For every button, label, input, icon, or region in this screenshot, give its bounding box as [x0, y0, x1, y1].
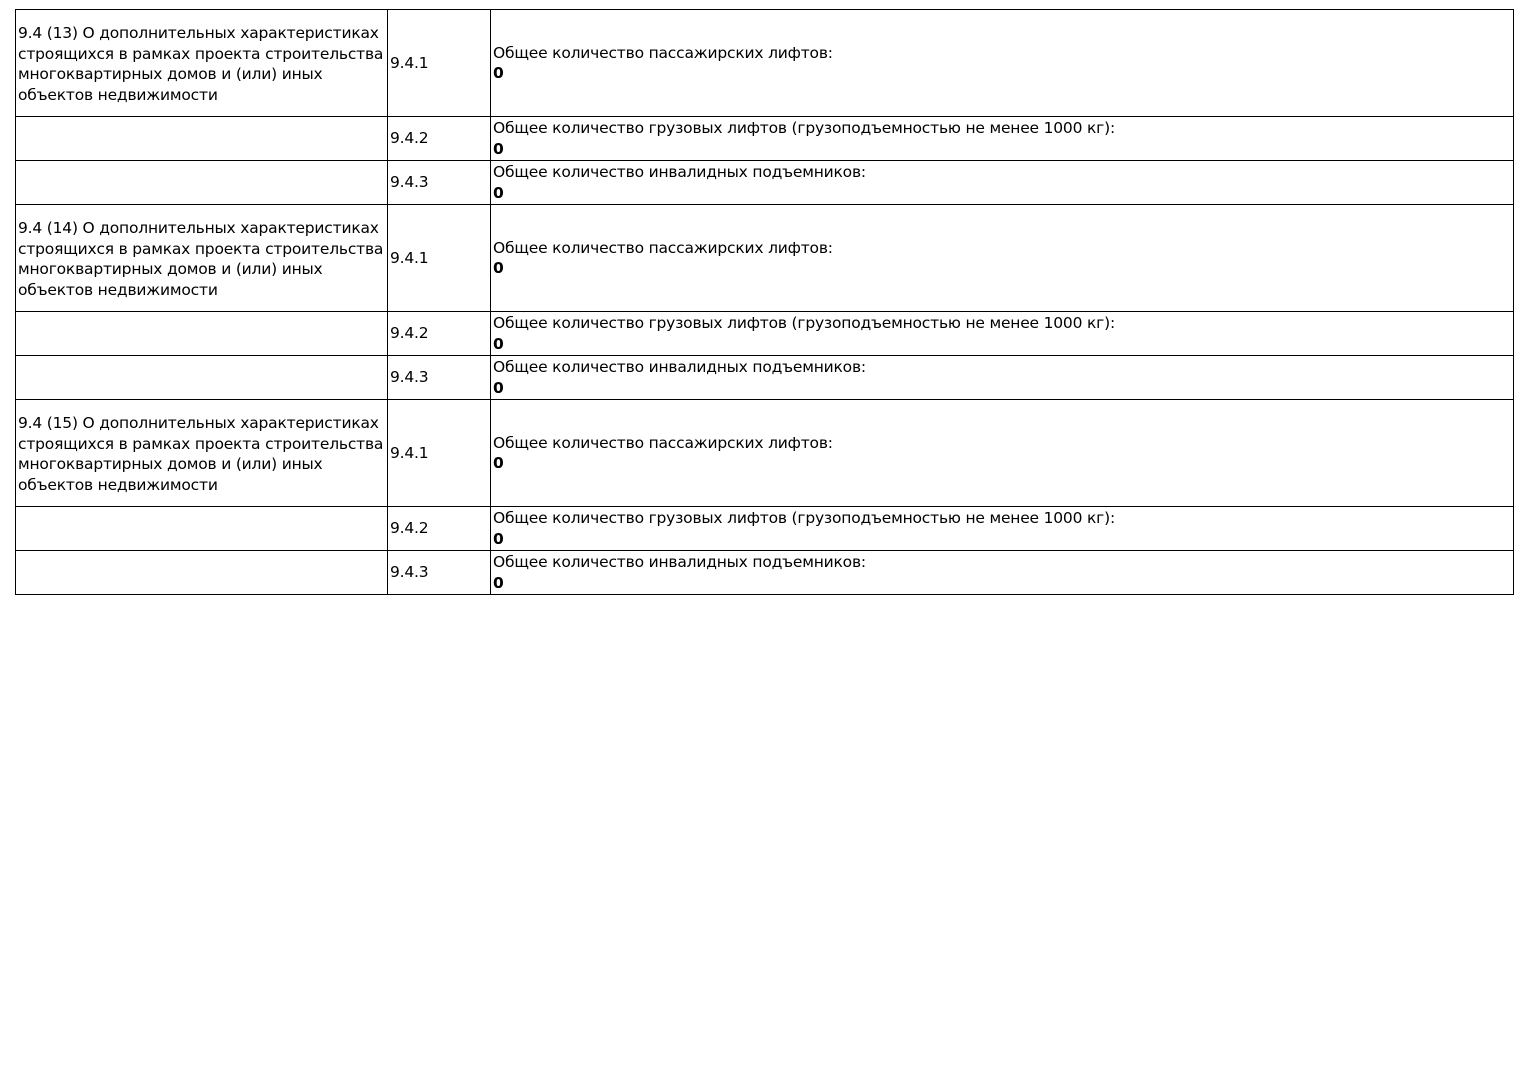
table-row: [16, 507, 1514, 551]
item-value: 0: [493, 529, 504, 548]
table-row: [16, 312, 1514, 356]
section-title-cell: [16, 551, 388, 595]
item-value: 0: [493, 454, 504, 472]
item-label: Общее количество пассажирских лифтов:: [493, 238, 833, 257]
section-title-cell: [16, 356, 388, 400]
item-label: Общее количество грузовых лифтов (грузоподъемностью не менее 1000 кг):: [493, 314, 1115, 332]
item-label: Общее количество пассажирских лифтов:: [493, 433, 833, 452]
item-label: Общее количество грузовых лифтов (грузоподъемностью не менее 1000 кг):: [493, 119, 1115, 137]
section-title-cell: [16, 117, 388, 161]
item-label: Общее количество инвалидных подъемников:: [493, 358, 866, 376]
table-row: [16, 400, 1514, 507]
section-title-cell: 9.4 (14) О дополнительных характеристиках строящихся в рамках проекта строительства многоквартирных домов и (или) иных объектов недвижимости: [16, 205, 388, 312]
item-value-cell: [491, 551, 1514, 595]
item-value-cell: [491, 356, 1514, 400]
item-code-cell: 9.4.3: [388, 551, 491, 595]
item-value-cell: [491, 400, 1514, 507]
item-value: 0: [493, 259, 504, 277]
section-title-cell: 9.4 (13) О дополнительных характеристиках строящихся в рамках проекта строительства многоквартирных домов и (или) иных объектов недвижимости: [16, 10, 388, 117]
item-code-cell: 9.4.1: [388, 205, 491, 312]
item-code-cell: 9.4.3: [388, 356, 491, 400]
section-title-cell: [16, 312, 388, 356]
item-value-cell: [491, 10, 1514, 117]
item-code-cell: 9.4.3: [388, 161, 491, 205]
section-title-cell: 9.4 (15) О дополнительных характеристиках строящихся в рамках проекта строительства многоквартирных домов и (или) иных объектов недвижимости: [16, 400, 388, 507]
item-value: 0: [493, 334, 504, 353]
item-code-cell: 9.4.2: [388, 117, 491, 161]
item-code-cell: 9.4.1: [388, 10, 491, 117]
item-value-cell: [491, 117, 1514, 161]
section-title-cell: [16, 161, 388, 205]
item-value: 0: [493, 139, 504, 158]
item-value-cell: [491, 507, 1514, 551]
item-label: Общее количество инвалидных подъемников:: [493, 553, 866, 571]
item-value-cell: [491, 161, 1514, 205]
item-code-cell: 9.4.1: [388, 400, 491, 507]
item-value: 0: [493, 573, 504, 592]
item-value-cell: [491, 205, 1514, 312]
item-label: Общее количество грузовых лифтов (грузоподъемностью не менее 1000 кг):: [493, 509, 1115, 527]
table-row: [16, 205, 1514, 312]
item-code-cell: 9.4.2: [388, 507, 491, 551]
item-value: 0: [493, 378, 504, 397]
table-row: [16, 117, 1514, 161]
item-code-cell: 9.4.2: [388, 312, 491, 356]
table-row: [16, 551, 1514, 595]
table-row: [16, 161, 1514, 205]
item-value: 0: [493, 64, 504, 82]
item-value-cell: [491, 312, 1514, 356]
characteristics-table: [15, 9, 1514, 595]
table-row: [16, 356, 1514, 400]
item-label: Общее количество пассажирских лифтов:: [493, 43, 833, 62]
table-body: [16, 10, 1514, 595]
table-row: [16, 10, 1514, 117]
section-title-cell: [16, 507, 388, 551]
item-value: 0: [493, 183, 504, 202]
item-label: Общее количество инвалидных подъемников:: [493, 163, 866, 181]
